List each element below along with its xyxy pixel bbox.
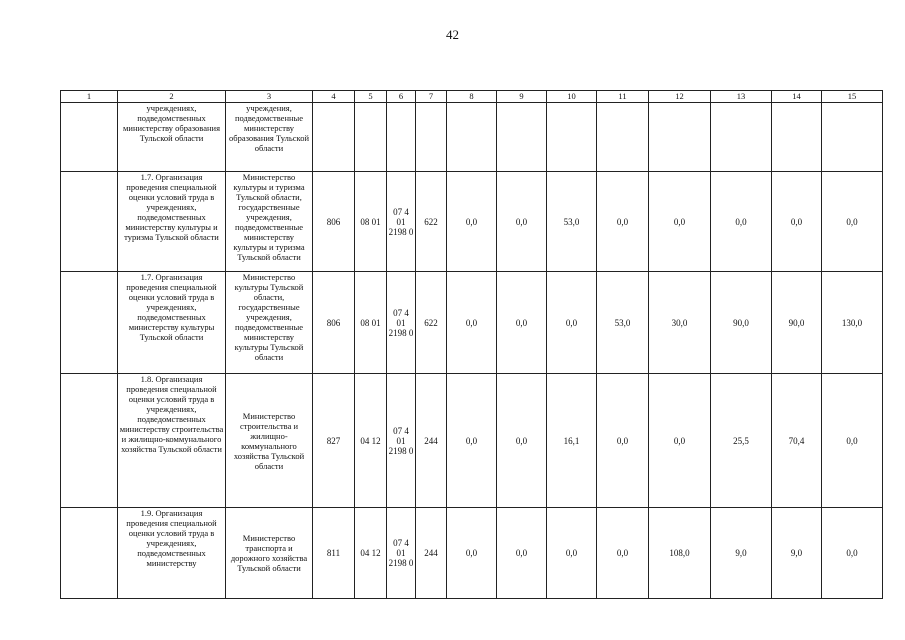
- table-row: [61, 172, 883, 272]
- value-cell: 0,0: [711, 172, 772, 272]
- target-article-cell: 07 4 01 2198 0: [387, 508, 416, 599]
- row-number-cell: [61, 374, 118, 508]
- value-cell: 90,0: [711, 272, 772, 374]
- header-cell: 13: [711, 91, 772, 103]
- value-cell: [711, 103, 772, 172]
- value-cell: 0,0: [597, 508, 649, 599]
- value-cell: 0,0: [772, 172, 822, 272]
- executor-cell: Министерство культуры Тульской области, государственные учреждения, подведомственные министерству культуры Тульской области: [226, 272, 313, 374]
- expense-type-cell: 244: [416, 374, 447, 508]
- value-cell: 16,1: [547, 374, 597, 508]
- value-cell: 25,5: [711, 374, 772, 508]
- measure-name-cell: 1.7. Организация проведения специальной оценки условий труда в учреждениях, подведомственных министерству культуры и туризма Тульской области: [118, 172, 226, 272]
- header-cell: 5: [355, 91, 387, 103]
- target-article-cell: 07 4 01 2198 0: [387, 374, 416, 508]
- value-cell: 0,0: [447, 272, 497, 374]
- value-cell: 0,0: [649, 374, 711, 508]
- measure-name-cell: 1.8. Организация проведения специальной оценки условий труда в учреждениях, подведомственных министерству строительства и жилищно-коммунального хозяйства Тульской области: [118, 374, 226, 508]
- grbs-code-cell: [313, 103, 355, 172]
- value-cell: 0,0: [822, 374, 883, 508]
- value-cell: 130,0: [822, 272, 883, 374]
- value-cell: [772, 103, 822, 172]
- row-number-cell: [61, 508, 118, 599]
- section-code-cell: [355, 103, 387, 172]
- value-cell: 0,0: [822, 172, 883, 272]
- value-cell: [447, 103, 497, 172]
- grbs-code-cell: 827: [313, 374, 355, 508]
- header-cell: 8: [447, 91, 497, 103]
- measure-name-cell: 1.9. Организация проведения специальной оценки условий труда в учреждениях, подведомственных министерству: [118, 508, 226, 599]
- header-cell: 11: [597, 91, 649, 103]
- grbs-code-cell: 811: [313, 508, 355, 599]
- value-cell: 9,0: [711, 508, 772, 599]
- value-cell: [597, 103, 649, 172]
- value-cell: 53,0: [547, 172, 597, 272]
- expense-type-cell: 622: [416, 172, 447, 272]
- value-cell: 30,0: [649, 272, 711, 374]
- executor-cell: Министерство транспорта и дорожного хозяйства Тульской области: [226, 508, 313, 599]
- page-number: 42: [446, 27, 459, 42]
- table-row: [61, 374, 883, 508]
- header-cell: 3: [226, 91, 313, 103]
- target-article-cell: 07 4 01 2198 0: [387, 172, 416, 272]
- header-cell: 4: [313, 91, 355, 103]
- value-cell: 0,0: [597, 374, 649, 508]
- value-cell: 0,0: [497, 172, 547, 272]
- header-cell: 12: [649, 91, 711, 103]
- value-cell: 0,0: [497, 508, 547, 599]
- row-number-cell: [61, 272, 118, 374]
- value-cell: [547, 103, 597, 172]
- section-code-cell: 08 01: [355, 172, 387, 272]
- header-cell: 2: [118, 91, 226, 103]
- row-number-cell: [61, 172, 118, 272]
- header-row: [61, 91, 883, 103]
- target-article-cell: [387, 103, 416, 172]
- value-cell: 0,0: [547, 508, 597, 599]
- executor-cell: учреждения, подведомственные министерству образования Тульской области: [226, 103, 313, 172]
- expense-type-cell: [416, 103, 447, 172]
- expense-type-cell: 244: [416, 508, 447, 599]
- executor-cell: Министерство строительства и жилищно-коммунального хозяйства Тульской области: [226, 374, 313, 508]
- measure-name-cell: учреждениях, подведомственных министерству образования Тульской области: [118, 103, 226, 172]
- header-cell: 15: [822, 91, 883, 103]
- value-cell: 108,0: [649, 508, 711, 599]
- table-row: [61, 508, 883, 599]
- section-code-cell: 04 12: [355, 508, 387, 599]
- value-cell: 0,0: [597, 172, 649, 272]
- value-cell: 0,0: [547, 272, 597, 374]
- header-cell: 7: [416, 91, 447, 103]
- value-cell: 0,0: [649, 172, 711, 272]
- grbs-code-cell: 806: [313, 272, 355, 374]
- header-cell: 6: [387, 91, 416, 103]
- section-code-cell: 08 01: [355, 272, 387, 374]
- row-number-cell: [61, 103, 118, 172]
- value-cell: 9,0: [772, 508, 822, 599]
- budget-table: [60, 90, 883, 599]
- target-article-cell: 07 4 01 2198 0: [387, 272, 416, 374]
- value-cell: [822, 103, 883, 172]
- value-cell: 90,0: [772, 272, 822, 374]
- expense-type-cell: 622: [416, 272, 447, 374]
- value-cell: 0,0: [497, 374, 547, 508]
- measure-name-cell: 1.7. Организация проведения специальной оценки условий труда в учреждениях, подведомственных министерству культуры Тульской области: [118, 272, 226, 374]
- value-cell: [497, 103, 547, 172]
- executor-cell: Министерство культуры и туризма Тульской области, государственные учреждения, подведомственные министерству культуры и туризма Тульской области: [226, 172, 313, 272]
- value-cell: [649, 103, 711, 172]
- header-cell: 1: [61, 91, 118, 103]
- header-cell: 10: [547, 91, 597, 103]
- value-cell: 70,4: [772, 374, 822, 508]
- value-cell: 0,0: [447, 172, 497, 272]
- value-cell: 0,0: [447, 374, 497, 508]
- table-row: [61, 103, 883, 172]
- table-row: [61, 272, 883, 374]
- value-cell: 53,0: [597, 272, 649, 374]
- grbs-code-cell: 806: [313, 172, 355, 272]
- value-cell: 0,0: [447, 508, 497, 599]
- value-cell: 0,0: [822, 508, 883, 599]
- header-cell: 9: [497, 91, 547, 103]
- header-cell: 14: [772, 91, 822, 103]
- value-cell: 0,0: [497, 272, 547, 374]
- section-code-cell: 04 12: [355, 374, 387, 508]
